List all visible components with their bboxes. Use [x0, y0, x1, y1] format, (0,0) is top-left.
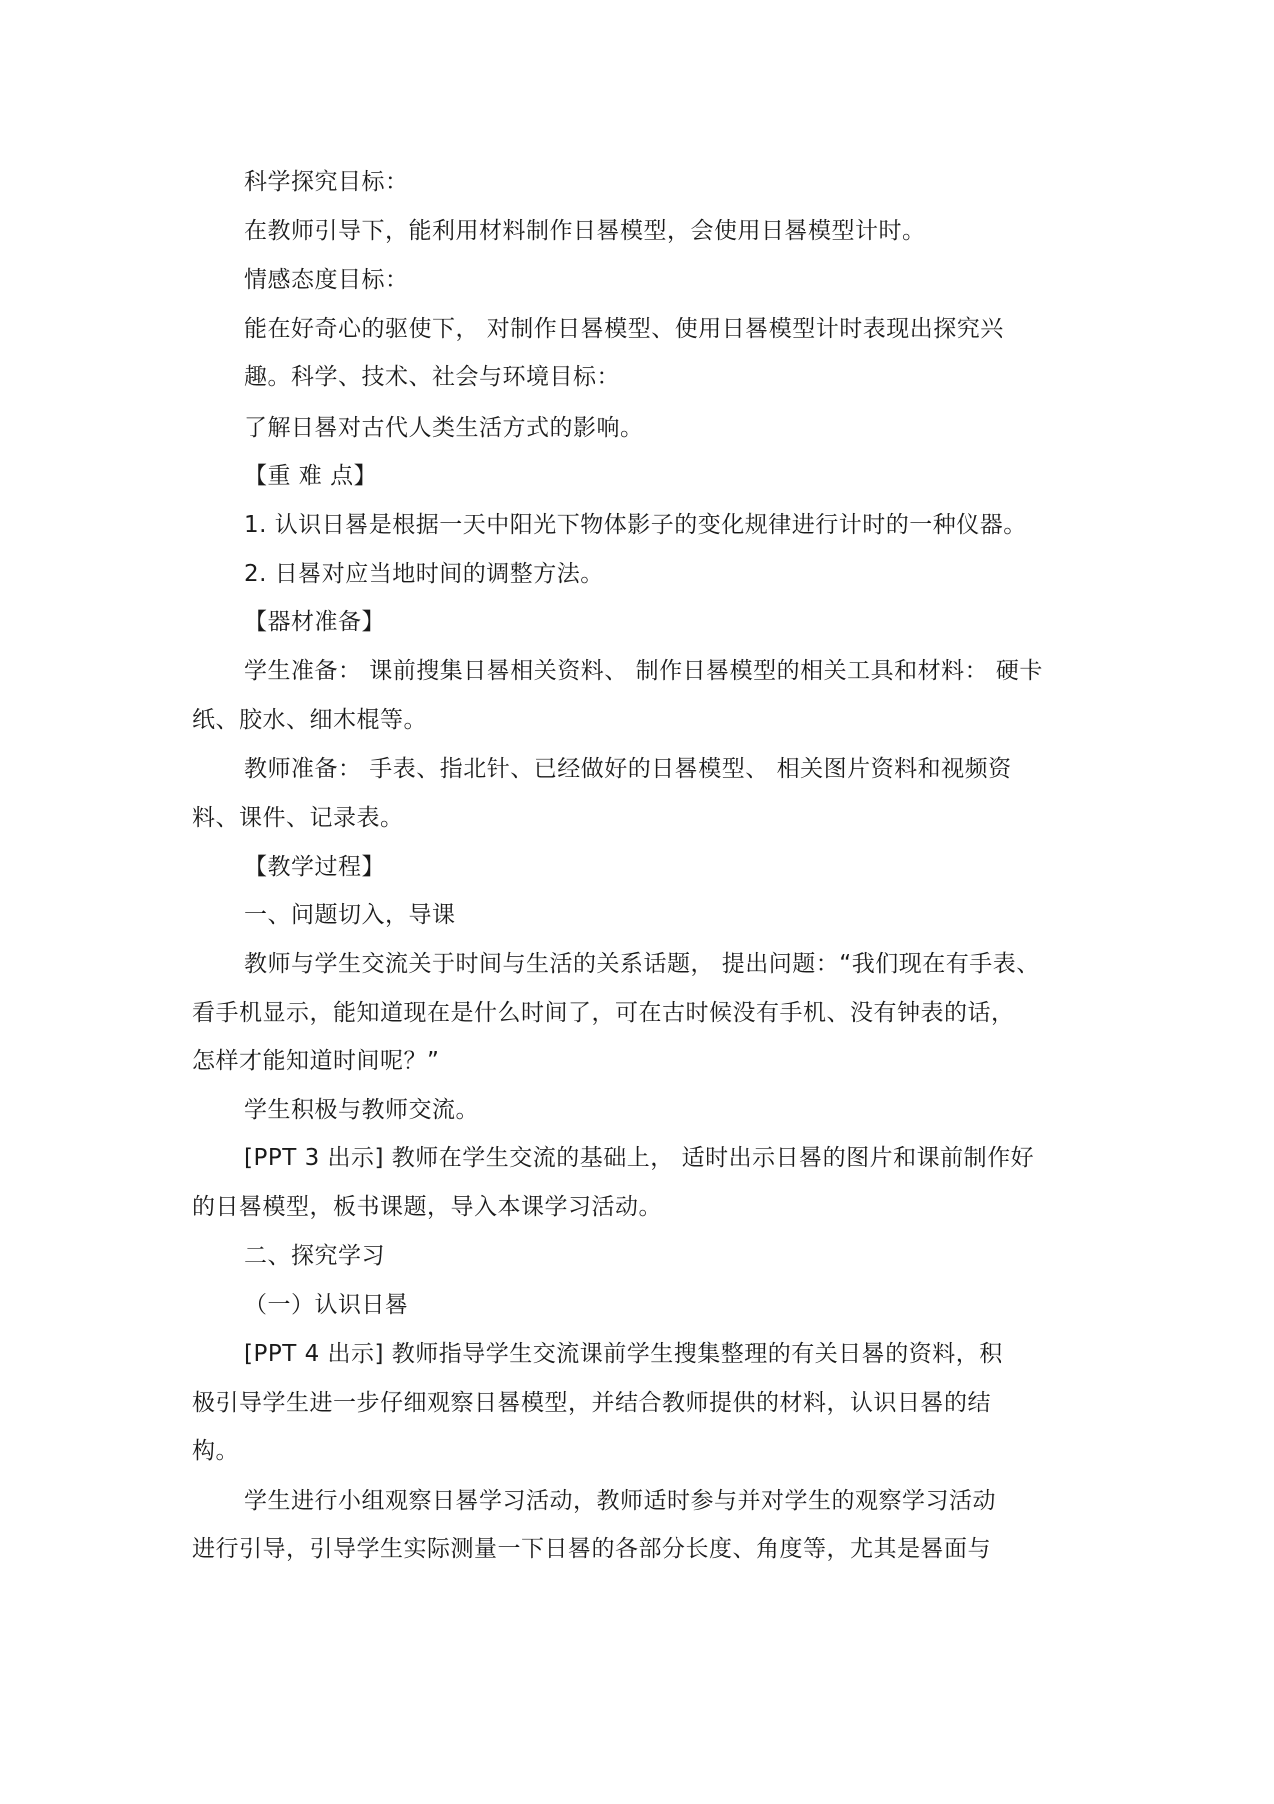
text-line: 教师与学生交流关于时间与生活的关系话题， 提出问题：“我们现在有手表、	[244, 951, 1040, 977]
text-line: 纸、胶水、细木棍等。	[192, 707, 427, 733]
text-line: （一）认识日晷	[244, 1292, 409, 1318]
text-line: 情感态度目标：	[244, 267, 409, 293]
text-line: [PPT 4 出示] 教师指导学生交流课前学生搜集整理的有关日晷的资料，积	[244, 1341, 1003, 1367]
text-line: 料、课件、记录表。	[192, 805, 404, 831]
text-line: 2. 日晷对应当地时间的调整方法。	[244, 561, 604, 587]
text-line: 1. 认识日晷是根据一天中阳光下物体影子的变化规律进行计时的一种仪器。	[244, 512, 1027, 538]
section-heading: 【器材准备】	[244, 609, 385, 635]
text-line: 极引导学生进一步仔细观察日晷模型，并结合教师提供的材料，认识日晷的结	[192, 1390, 991, 1416]
text-line: 教师准备： 手表、指北针、已经做好的日晷模型、 相关图片资料和视频资	[244, 756, 1012, 782]
text-line: 在教师引导下，能利用材料制作日晷模型，会使用日晷模型计时。	[244, 218, 926, 244]
text-line: 能在好奇心的驱使下， 对制作日晷模型、使用日晷模型计时表现出探究兴	[244, 316, 1004, 342]
text-line: 进行引导，引导学生实际测量一下日晷的各部分长度、角度等，尤其是晷面与	[192, 1536, 991, 1562]
text-line: 科学探究目标：	[244, 169, 409, 195]
text-line: 二、探究学习	[244, 1243, 385, 1269]
text-line: 学生准备： 课前搜集日晷相关资料、 制作日晷模型的相关工具和材料： 硬卡	[244, 658, 1043, 684]
text-line: 了解日晷对古代人类生活方式的影响。	[244, 415, 644, 441]
text-line: [PPT 3 出示] 教师在学生交流的基础上， 适时出示日晷的图片和课前制作好	[244, 1145, 1035, 1171]
text-line: 趣。科学、技术、社会与环境目标：	[244, 364, 620, 390]
text-line: 一、问题切入，导课	[244, 902, 456, 928]
text-line: 看手机显示，能知道现在是什么时间了，可在古时候没有手机、没有钟表的话，	[192, 1000, 1015, 1026]
text-line: 学生积极与教师交流。	[244, 1097, 479, 1123]
text-line: 学生进行小组观察日晷学习活动，教师适时参与并对学生的观察学习活动	[244, 1488, 996, 1514]
text-line: 怎样才能知道时间呢？”	[192, 1048, 440, 1074]
text-line: 的日晷模型，板书课题，导入本课学习活动。	[192, 1194, 662, 1220]
section-heading: 【重 难 点】	[244, 463, 378, 489]
section-heading: 【教学过程】	[244, 854, 385, 880]
text-line: 构。	[192, 1438, 239, 1464]
